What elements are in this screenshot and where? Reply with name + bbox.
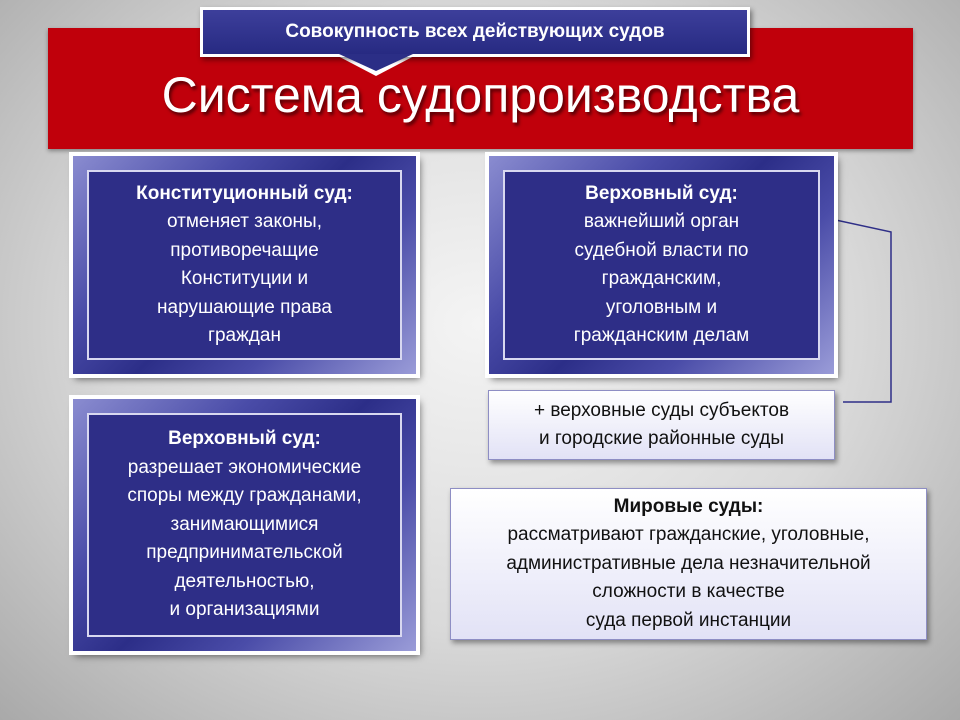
- callout-label: Совокупность всех действующих судов: [200, 7, 750, 57]
- supreme-court-economic-line: занимающимися: [170, 513, 319, 535]
- regional-courts-line: и городские районные суды: [539, 428, 784, 449]
- constitutional-court-line: граждан: [208, 325, 281, 346]
- constitutional-court-line: отменяет законы,: [167, 211, 322, 232]
- magistrate-courts-line: сложности в качестве: [592, 581, 785, 603]
- supreme-court-economic-box: [72, 398, 417, 652]
- supreme-court-economic-line: и организациями: [169, 599, 320, 621]
- supreme-court-general-line: уголовным и: [605, 296, 718, 318]
- callout-pointer: [339, 54, 413, 71]
- magistrate-courts-line: рассматривают гражданские, уголовные,: [507, 524, 870, 546]
- magistrate-courts-box: [450, 488, 927, 640]
- supreme-court-general-heading: Верховный суд:: [585, 182, 738, 204]
- supreme-court-economic-line: предпринимательской: [146, 542, 343, 564]
- supreme-court-general-box: [488, 155, 835, 375]
- constitutional-court-line: Конституции и: [180, 268, 309, 289]
- constitutional-court-box: [72, 155, 417, 375]
- supreme-court-general-line: важнейший орган: [583, 211, 740, 232]
- slide-title: Система судопроизводства: [161, 67, 800, 123]
- supreme-court-economic-line: разрешает экономические: [127, 456, 362, 478]
- supreme-court-economic-line: споры между гражданами,: [127, 485, 362, 507]
- regional-courts-note: [488, 390, 835, 460]
- supreme-court-general-line: гражданским,: [601, 268, 722, 289]
- constitutional-court-line: противоречащие: [170, 239, 319, 261]
- supreme-court-general-line: гражданским делам: [573, 325, 750, 346]
- constitutional-court-line: нарушающие права: [157, 296, 332, 318]
- magistrate-courts-line: суда первой инстанции: [585, 609, 792, 631]
- supreme-court-economic-heading: Верховный суд:: [168, 428, 321, 450]
- supreme-court-economic-line: деятельностью,: [174, 570, 315, 592]
- constitutional-court-heading: Конституционный суд:: [136, 182, 353, 204]
- regional-courts-line: + верховные суды субъектов: [533, 399, 790, 421]
- supreme-court-general-line: судебной власти по: [574, 239, 749, 261]
- magistrate-courts-line: административные дела незначительной: [506, 552, 871, 574]
- magistrate-courts-heading: Мировые суды:: [613, 495, 764, 517]
